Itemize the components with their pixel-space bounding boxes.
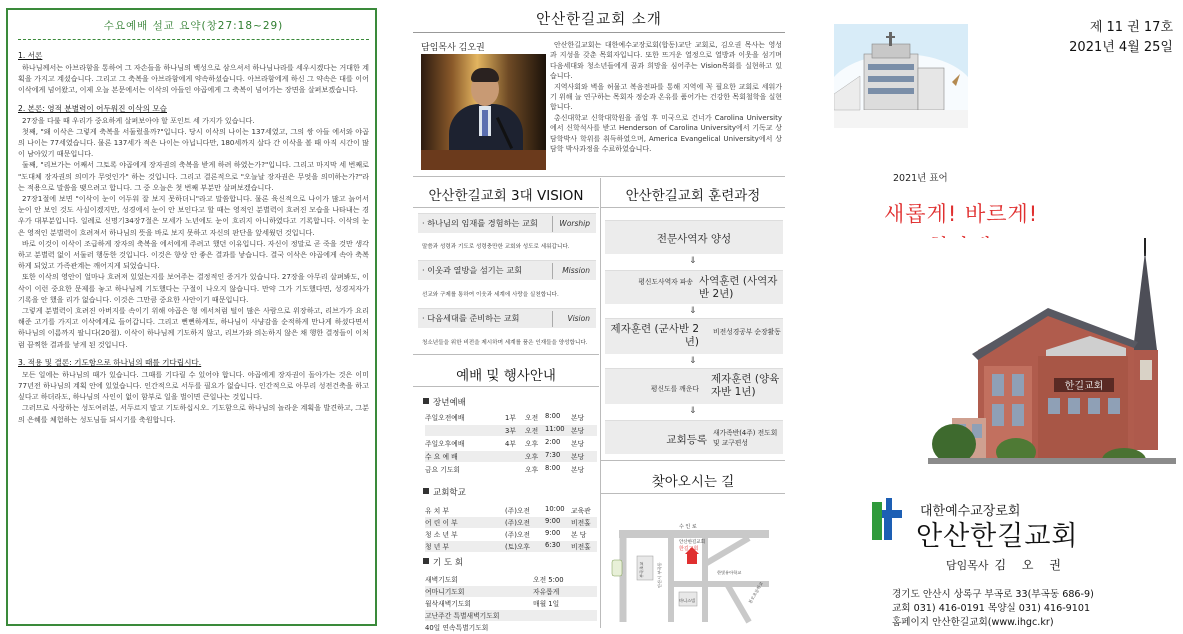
worship-section-adult: 장년예배 [423,396,466,408]
senior-pastor [946,556,1067,573]
training-step [605,368,783,404]
table-row: 금요 기도회 오후 8:00 본당 [425,464,585,474]
vision-name: · 이웃과 열방을 섬기는 교회 [422,265,523,275]
church-main-photo [928,238,1176,488]
church-sign: 한길교회 [1064,381,1104,392]
sermon-paragraph: 그렇게 분별력이 흐려진 아버지를 속이기 위해 야곱은 형 에서처럼 털이 많은 사람으로 위장하고, 리브가가 요리해준 고기를 가지고 이삭에게로 들어갑니다. 그리고 뻔뻔하게도, 하나님이 사냥감을 순적하게 만나게 하셨다면서 하나님의 이름까지 팔니다(20절). 이삭이 하나님께 기도하지 않고, 리브가와 의논하지 않은 채 행한 결정들이 이처럼 끔찍한 결과를 낳게 된 것입니다. [18,306,369,349]
training-step-right: 비전성경공부 순장활동 [713,328,781,336]
table-row: 주일오전예배 1부 오전 8:00 본당 [425,412,585,422]
sermon-section-heading: 2. 본론: 영적 분별력이 어두워진 이삭의 모습 [18,103,167,113]
sermon-paragraph: 바로 이것이 이삭이 조급하게 장자의 축복을 에서에게 주려고 했던 이유입니다. 자신이 정말로 곧 죽을 것만 생각하고 분별력 없이 서둘러 행동한 것입니다. 이것은 향상 안 좋은 결과를 낳습니다. 결국 이삭은 야곱에게 속아 축복하게 되었고 가족관계는 깨어지게 되었습니다. [18,238,369,271]
motto-year-label: 2021년 표어 [893,173,948,184]
sermon-paragraph: 27장1절에 보면 "이삭이 눈이 어두워 잘 보지 못하더니"라고 말씀합니다. 물론 육신적으로 나이가 많고 늙어서 눈이 안 보인 것도 사실이겠지만, 성경에서 눈이 안 보인다고 할 때는 영적인 분별력이 흐려진 모습을 나타내는 경우가 대부분입니다. 일례로 신명기34장7절은 모세가 노년에도 눈이 흐리지 아니하였다고 기록합니다. 이삭의 눈은 영적인 분별력이 흐려져서 하나님의 뜻을 바로 보지 못하고 자신의 판단을 앞세웠던 것입니다. [18,194,369,237]
map-label: 한빛유아학교 [717,570,742,575]
training-step-left: 제자훈련 (군사반 2년) [610,323,699,348]
map-label: 한길교회 [679,546,699,552]
church-info-panel [413,0,785,634]
vision-item-vision [418,308,596,328]
sermon-paragraph: 그러므로 사랑하는 성도여러분, 서두르지 말고 기도하십시오. 기도함으로 하나님의 놀라운 계획을 발견하고, 그분의 은혜를 체험하는 성도님들 되시기를 축원합니다. [18,403,369,424]
divider [413,32,785,33]
location-map [609,518,777,624]
church-address: 경기도 안산시 상록구 부곡로 33(부곡동 686-9) [892,589,1094,600]
square-bullet-icon [423,488,429,494]
church-name: 안산한길교회 [916,521,1079,552]
training-step-left: 교회등록 [666,434,707,446]
worship-title: 예배 및 행사안내 [456,368,556,384]
vision-desc: 선교와 구제를 통하여 이웃과 세계에 사랑을 실천합니다. [422,292,559,298]
map-title: 찾아오시는 길 [651,474,735,490]
sermon-paragraph: 하나님께서는 아브라함을 통하여 그 자손들을 하나님의 백성으로 삼으셔서 하나님나라를 세우시겠다는 거대한 계획을 가지고 계셨습니다. 그리고 그 축복을 아브라함에게 약속하셨습니다. 아브라함에게 하신 그 약속은 대를 이어 이삭에게 넘어왔고, 이제 오늘 본문에서는 이삭의 아들인 야곱에게 그 축복이 넘어가는 장면을 살펴보겠습니다. [18,63,369,95]
training-step-label: 전문사역자 양성 [656,233,732,245]
vision-desc: 청소년들을 위한 비전을 제시하며 세계를 품은 인재들을 양성합니다. [422,340,588,346]
vision-name: · 다음세대를 준비하는 교회 [422,313,520,323]
vision-title: 안산한길교회 3대 VISION [428,188,584,204]
map-label: 안산한길교회 [679,540,706,545]
sermon-paragraph: 27장을 다룰 때 우리가 중요하게 살펴보아야 할 포인트 세 가지가 있습니다. [22,115,255,125]
bulletin-volume: 제 11 권 17호 [1089,20,1173,35]
sermon-paragraph: 또한 이삭의 영안이 얼마나 흐려져 있었는지를 보여주는 결정적인 증거가 있습니다. 27장을 아무리 살펴봐도, 이삭이 이런 중요한 문제를 놓고 하나님께 기도했다는 구절이 나오지 않습니다. 만약 그가 기도했다면, 성경저자가 기록을 안 했을 리가 없습니다. 이것은 그만큼 중요한 사안이기 때문입니다. [18,272,369,304]
training-step-right: 새가족반(4주) 전도회 및 교구편성 [713,429,778,447]
pastor-label: 담임목사 김오권 [421,43,485,53]
vision-name: · 하나님의 임재를 경험하는 교회 [422,218,538,228]
intro-paragraph: 총신대학교 신학대학원을 졸업 후 미국으로 건너가 Carolina University에서 신학석사를 받고 Henderson of Carolina University에서 기독교 상담학박사 학위를 취득하였으며, America Evangelical University에서 상담학 박사과정을 수료하였습니다. [550,113,782,154]
bulletin-date: 2021년 4월 25일 [1069,40,1173,55]
sermon-title: 수요예배 설교 요약(창27:18~29) [18,18,369,40]
square-bullet-icon [423,398,429,404]
table-row: 3부 오전 11:00 본당 [425,425,597,436]
table-row: 40일 연속특별기도회 [425,624,489,632]
church-logo-icon [872,496,902,544]
map-label: 마니스빌 [679,598,696,603]
sermon-paragraph: 모든 일에는 하나님의 때가 있습니다. 그때를 기다릴 수 있어야 합니다. 야곱에게 장자권이 돌아가는 것은 이미 77년전 하나님의 계획 안에 있었습니다. 인간적으로 서두를 필요가 없습니다. 인간적으로 아무리 성전건축을 하고 싶다고 하더라도, 하나님의 사인이 없이 함부로 일을 벌이면 큰일나는 것입니다. [18,369,369,402]
table-row: 주일오후예배 4부 오후 2:00 본당 [425,438,585,448]
vision-desc: 말씀과 성령과 기도로 성령충만한 교회와 성도로 세워갑니다. [422,244,570,250]
sermon-section-heading: 1. 서론 [18,51,43,60]
intro-paragraph: 지역사회와 벽을 허물고 복음전파를 통해 지역에 꼭 필요한 교회로 세워가기 위해 늘 연구하는 목회자 정순과 온유를 품어가는 건강한 목회철학을 실현합니다. [550,82,782,112]
table-row: 수 요 예 배 오후 7:30 본당 [425,451,597,462]
training-step-left: 평신도사역자 파송 [638,278,693,286]
church-building-photo [834,24,968,128]
sermon-section-conclusion [18,357,369,425]
divider [601,460,785,461]
intro-title: 안산한길교회 소개 [536,12,662,28]
sermon-section-intro [18,50,369,96]
church-phone: 교회 031) 416-0191 목양실 031) 416-9101 [892,603,1091,614]
vision-english: Worship [559,219,590,228]
training-step [605,220,783,254]
denomination: 대한예수교장로회 [920,504,1021,519]
map-label: 부곡초교 [639,561,644,578]
worship-section-school: 교회학교 [423,486,466,498]
table-row: 유 치 부 (주)오전 10:00 교육관 [425,505,591,515]
intro-paragraph: 안산한길교회는 대한예수교장로회(합동)교단 교회로, 김오권 목사는 영성과 지성을 갖춘 목회자입니다. 또한 뜨거운 열정으로 열방과 이웃을 섬기며 다음세대와 청소년들에게 꿈과 희망을 심어주는 Vision목회를 실현하고 있습니다. [550,41,782,81]
training-step-right: 제자훈련 (양육자반 1년) [711,373,780,398]
divider [413,176,785,177]
map-label: 수 인 로 [679,524,697,530]
sermon-paragraph: 둘째, "리브가는 어째서 그토록 야곱에게 장자권의 축복을 받게 하려 하였는가?"입니다. 그리고 마지막 세 번째로 "도대체 장자권의 의미가 무엇인가" 하는 것입니다. 그리고 결론적으로 "오늘날 장자권은 무엇을 의미하는가?"라는 적용으로 말씀을 맺으려고 합니다. 그 중 오늘은 첫 번째 부분만 살펴보겠습니다. [18,160,369,192]
divider [601,207,785,208]
sermon-summary-panel [6,8,377,626]
table-row: 새벽기도회 오전 5:00 [425,576,564,584]
down-arrow-icon: ⇓ [689,256,697,266]
vision-item-mission [418,260,596,280]
map-label: 본오초등학교 [747,580,765,605]
divider [601,493,785,494]
church-homepage: 홈페이지 안산한길교회(www.ihgc.kr) [892,617,1054,628]
table-row: 여마니기도회 자유롭게 [425,586,597,597]
training-title: 안산한길교회 훈련과정 [625,188,761,204]
pastor-photo [421,54,546,170]
training-step [605,318,783,354]
down-arrow-icon: ⇓ [689,306,697,316]
training-step [605,420,783,454]
vision-item-worship [418,213,596,233]
training-step-left: 평신도를 깨운다 [650,385,699,393]
motto-line-1: 새롭게! 바르게! [884,202,1039,226]
training-step-right: 사역훈련 (사역자반 2년) [699,275,778,300]
table-row: 청 소 년 부 (주)오전 9:00 본 당 [425,529,587,539]
divider [413,354,599,355]
table-row: 고난주간 특별새벽기도회 [425,610,597,621]
down-arrow-icon: ⇓ [689,356,697,366]
pastor-name: 김 오 권 [994,558,1067,572]
sermon-section-body [18,103,369,350]
cover-panel [820,0,1183,634]
down-arrow-icon: ⇓ [689,406,697,416]
vision-english: Vision [567,314,590,323]
table-row: 어 린 이 부 (주)오전 9:00 비전홀 [425,517,597,528]
table-row: 월삭새벽기도회 매월 1일 [425,600,560,608]
divider [413,386,599,387]
training-step [605,270,783,304]
divider [413,207,599,208]
worship-section-prayer: 기 도 회 [423,556,463,568]
intro-text [550,40,782,154]
pastor-title: 담임목사 [946,559,989,572]
sermon-paragraph: 첫째, "왜 이삭은 그렇게 축복을 서둘렀을까?"입니다. 당시 이삭의 나이는 137세였고, 그의 쌍 아들 에서와 야곱의 나이는 77세였습니다. 물론 137세가 적은 나이는 아닙니다만, 180세까지 살다 간 이삭을 볼 때 아직 시간이 많이 남아있기 때문입니다. [18,126,369,159]
map-label: 안산시 부곡동 [657,562,662,588]
sermon-section-heading: 3. 적용 및 결론: 기도함으로 하나님의 때를 기다립시다. [18,357,202,367]
square-bullet-icon [423,558,429,564]
vision-english: Mission [562,266,590,275]
table-row: 청 년 부 (토)오후 6:30 비전홀 [425,541,597,552]
column-divider [600,178,601,628]
